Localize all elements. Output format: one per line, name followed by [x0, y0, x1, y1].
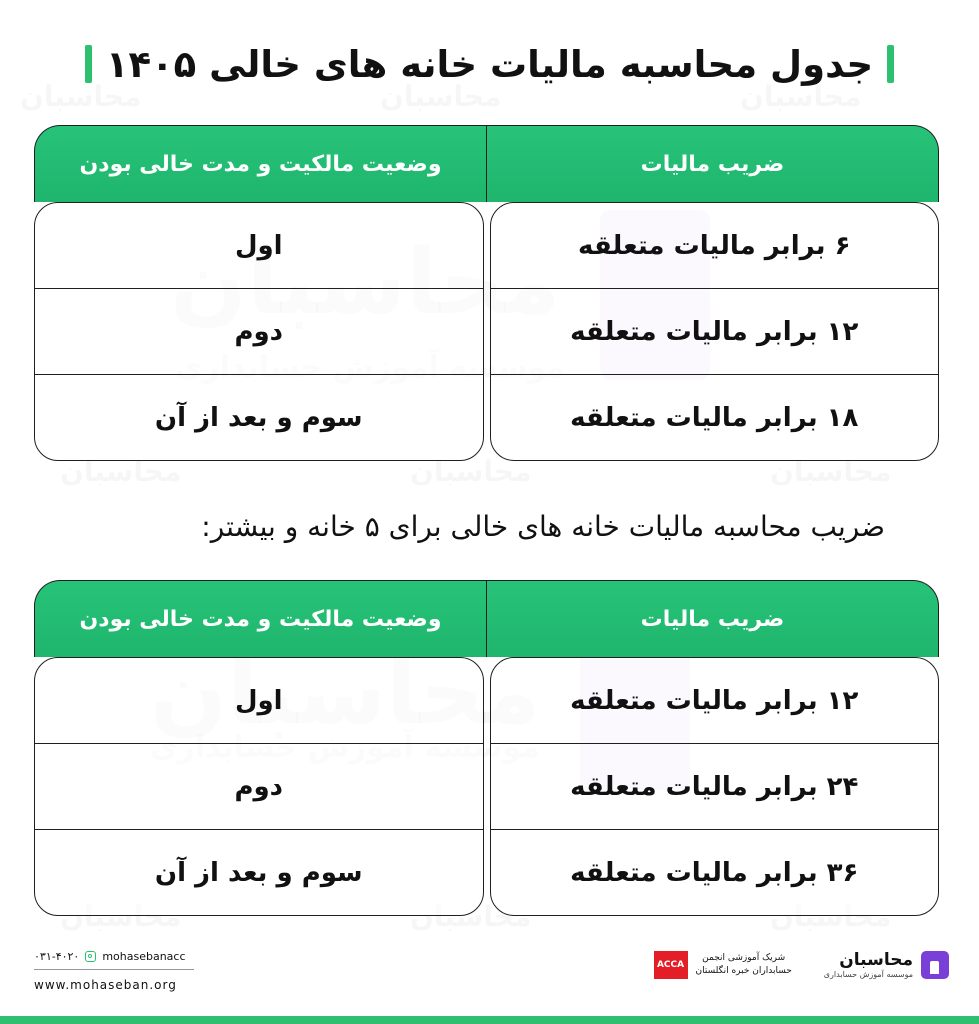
column-ownership-status	[34, 202, 484, 461]
mohaseban-logo-icon	[921, 951, 949, 979]
table-header	[34, 125, 939, 202]
table-body	[34, 202, 939, 461]
bottom-accent-bar	[0, 1016, 979, 1024]
brand-tagline: موسسه آموزش حسابداری	[823, 970, 913, 979]
footer-contact	[34, 950, 194, 992]
column-tax-coefficient	[490, 202, 940, 461]
table-cell: سوم و بعد از آن	[35, 829, 483, 915]
contact-row	[34, 950, 194, 963]
table-cell: دوم	[35, 743, 483, 829]
title-accent-bar-right	[887, 45, 894, 83]
header-tax-coefficient: ضریب مالیات	[640, 606, 785, 632]
tax-table-standard	[34, 125, 939, 461]
table-cell: ۶ برابر مالیات متعلقه	[578, 230, 851, 261]
title-accent-bar-left	[85, 45, 92, 83]
brand-block	[824, 950, 913, 979]
table-body	[34, 657, 939, 916]
header-ownership-status: وضعیت مالکیت و مدت خالی بودن	[35, 126, 487, 202]
website-link[interactable]: www.mohaseban.org	[34, 978, 177, 992]
acca-line-2: حسابداران خبره انگلستان	[695, 965, 792, 976]
title-text: جدول محاسبه مالیات خانه های خالی ۱۴۰۵	[105, 42, 874, 86]
table-cell: اول	[234, 230, 283, 261]
header-ownership-status: وضعیت مالکیت و مدت خالی بودن	[35, 581, 487, 657]
section-subtitle: ضریب محاسبه مالیات خانه های خالی برای ۵ خانه و بیشتر:	[201, 510, 885, 543]
table-cell: سوم و بعد از آن	[35, 374, 483, 460]
table-cell: ۱۲ برابر مالیات متعلقه	[570, 685, 859, 716]
table-cell: اول	[234, 685, 283, 716]
instagram-icon	[85, 951, 96, 962]
table-cell: دوم	[35, 288, 483, 374]
instagram-handle[interactable]: mohasebanacc	[102, 950, 186, 963]
tax-table-five-plus	[34, 580, 939, 916]
page-title	[0, 36, 979, 92]
column-tax-coefficient	[490, 657, 940, 916]
acca-logo: ACCA	[654, 951, 688, 979]
brand-name: محاسبان	[839, 950, 913, 970]
footer-divider	[34, 969, 194, 970]
header-tax-coefficient: ضریب مالیات	[640, 151, 785, 177]
table-cell: ۱۸ برابر مالیات متعلقه	[491, 374, 939, 460]
acca-partner-text	[696, 952, 792, 978]
footer-branding	[654, 950, 949, 979]
table-cell: ۱۲ برابر مالیات متعلقه	[491, 288, 939, 374]
table-header	[34, 580, 939, 657]
phone-number: ۰۳۱-۴۰۲۰	[34, 950, 80, 963]
column-ownership-status	[34, 657, 484, 916]
acca-line-1: شریک آموزشی انجمن	[702, 952, 786, 963]
table-cell: ۲۴ برابر مالیات متعلقه	[491, 743, 939, 829]
table-cell: ۳۶ برابر مالیات متعلقه	[491, 829, 939, 915]
